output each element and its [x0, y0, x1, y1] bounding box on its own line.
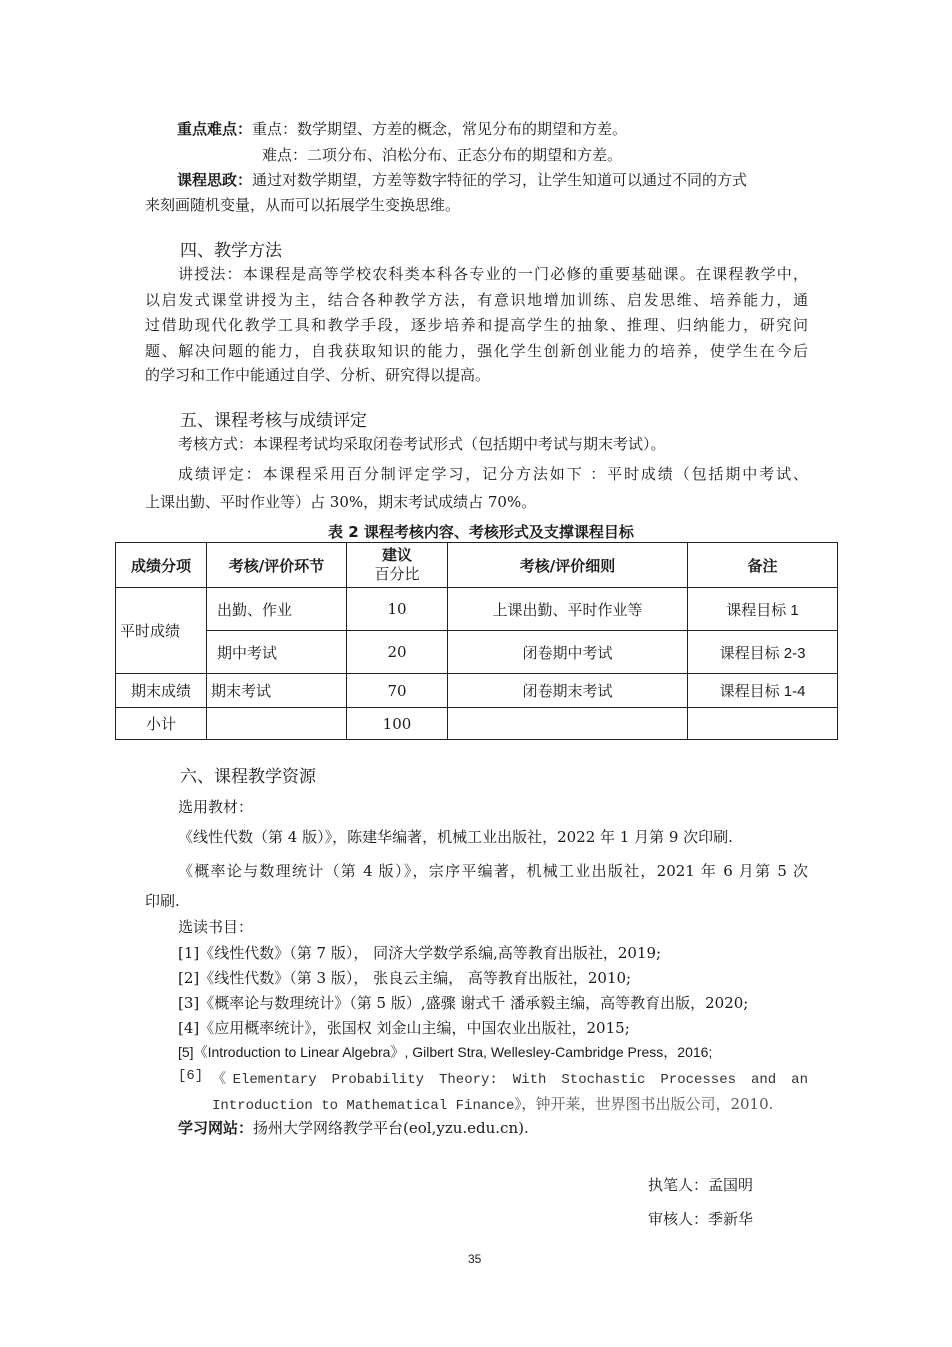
exam-method-text: 考核方式：本课程考试均采取闭卷考试形式（包括期中考试与期末考试）。 [178, 435, 666, 453]
header-category: 成绩分项 [116, 543, 207, 588]
reference-4: [4]《应用概率统计》，张国权 刘金山主编，中国农业出版社，2015; [178, 1019, 630, 1037]
reference-3: [3]《概率论与数理统计》（第 5 版）,盛骤 谢式千 潘承毅主编，高等教育出版，2020; [178, 994, 749, 1012]
ideology-text: 通过对数学期望，方差等数字特征的学习，让学生知道可以通过不同的方式 [252, 171, 748, 189]
table-row [116, 631, 838, 674]
cell-detail [448, 708, 688, 740]
page-number: 35 [468, 1252, 482, 1266]
reference-6-title-end: Introduction to Mathematical Finance》， [212, 1098, 536, 1114]
teaching-method-line-3: 过借助现代化教学工具和教学手段，逐步培养和提高学生的抽象、推理、归纳能力，研究问 [145, 316, 808, 334]
grading-line-2: 上课出勤、平时作业等）占 30%，期末考试成绩占 70%。 [145, 493, 537, 511]
cell-note: 课程目标 1 [688, 588, 838, 631]
table-row [116, 674, 838, 708]
difficult-points-text: 难点：二项分布、泊松分布、正态分布的期望和方差。 [262, 146, 623, 164]
website-line [178, 1117, 529, 1138]
reference-6-line-2 [212, 1093, 773, 1114]
cell-percent: 100 [347, 708, 448, 740]
grading-line-1: 成绩评定：本课程采用百分制评定学习，记分方法如下 ：平时成绩（包括期中考试、 [178, 465, 808, 483]
cell-item: 出勤、作业 [207, 588, 347, 631]
cell-percent: 20 [347, 631, 448, 674]
cell-detail: 闭卷期末考试 [448, 674, 688, 708]
table-header-row [116, 543, 838, 588]
reading-label: 选读书目： [178, 918, 254, 936]
reference-2: [2]《线性代数》（第 3 版）， 张良云主编， 高等教育出版社，2010; [178, 969, 632, 987]
header-item: 考核/评价环节 [207, 543, 347, 588]
teaching-method-line-2: 以启发式课堂讲授为主，结合各种教学方法，有意识地增加训练、启发思维、培养能力，通 [145, 291, 808, 309]
cell-item [207, 708, 347, 740]
textbook-1: 《线性代数（第 4 版）》，陈建华编著，机械工业出版社，2022 年 1 月第 9 次印刷. [178, 828, 733, 846]
key-points-line [177, 118, 627, 139]
website-label: 学习网站： [178, 1119, 254, 1137]
header-percent-line-2: 百分比 [374, 565, 420, 583]
reviewer-signature: 审核人：季新华 [648, 1210, 754, 1228]
cell-detail: 闭卷期中考试 [448, 631, 688, 674]
textbook-2-line-2: 印刷. [145, 892, 180, 910]
website-text: 扬州大学网络教学平台(eol,yzu.edu.cn). [253, 1119, 529, 1137]
textbook-label: 选用教材： [178, 798, 254, 816]
header-percent-line-1: 建议 [381, 546, 412, 564]
teaching-method-line-5: 的学习和工作中能通过自学、分析、研究得以提高。 [145, 366, 491, 384]
cell-percent: 70 [347, 674, 448, 708]
cell-percent: 10 [347, 588, 448, 631]
writer-signature: 执笔人：孟国明 [648, 1176, 754, 1194]
cell-category: 期末成绩 [116, 674, 207, 708]
reference-5: [5]《Introduction to Linear Algebra》, Gilbert Stra, Wellesley-Cambridge Press，2016; [178, 1044, 713, 1060]
key-points-label: 重点难点： [177, 120, 253, 138]
cell-note: 课程目标 1-4 [688, 674, 838, 708]
cell-detail: 上课出勤、平时作业等 [448, 588, 688, 631]
table-row [116, 708, 838, 740]
section-4-heading: 四、教学方法 [180, 241, 282, 261]
assessment-table [115, 542, 838, 740]
table-caption: 表 2 课程考核内容、考核形式及支撑课程目标 [328, 523, 634, 541]
ideology-line-2: 来刻画随机变量，从而可以拓展学生变换思维。 [145, 196, 461, 214]
cell-item: 期中考试 [207, 631, 347, 674]
ideology-label: 课程思政： [177, 171, 253, 189]
cell-category: 平时成绩 [116, 588, 207, 674]
header-percent [347, 543, 448, 588]
teaching-method-line-1: 讲授法：本课程是高等学校农科类本科各专业的一门必修的重要基础课。在课程教学中， [178, 265, 808, 283]
section-5-heading: 五、课程考核与成绩评定 [180, 411, 367, 431]
key-points-text: 重点：数学期望、方差的概念，常见分布的期望和方差。 [252, 120, 628, 138]
section-6-heading: 六、课程教学资源 [180, 767, 316, 787]
reference-6-publisher: 钟开莱，世界图书出版公司，2010. [535, 1095, 774, 1113]
table-row [116, 588, 838, 631]
cell-note [688, 708, 838, 740]
header-note: 备注 [688, 543, 838, 588]
header-detail: 考核/评价细则 [448, 543, 688, 588]
cell-note: 课程目标 2-3 [688, 631, 838, 674]
cell-item: 期末考试 [207, 674, 347, 708]
reference-6-line-1: 《Elementary Probability Theory: With Stochastic Processes and an [212, 1072, 808, 1088]
textbook-2-line-1: 《概率论与数理统计（第 4 版）》，宗序平编著，机械工业出版社，2021 年 6 月第 5 次 [178, 862, 808, 880]
cell-category: 小计 [116, 708, 207, 740]
reference-6-number: [6] [178, 1068, 204, 1084]
ideology-line-1 [177, 169, 747, 190]
teaching-method-line-4: 题、解决问题的能力，自我获取知识的能力，强化学生创新创业能力的培养，使学生在今后 [145, 342, 808, 360]
reference-1: [1]《线性代数》（第 7 版）， 同济大学数学系编,高等教育出版社，2019; [178, 944, 662, 962]
